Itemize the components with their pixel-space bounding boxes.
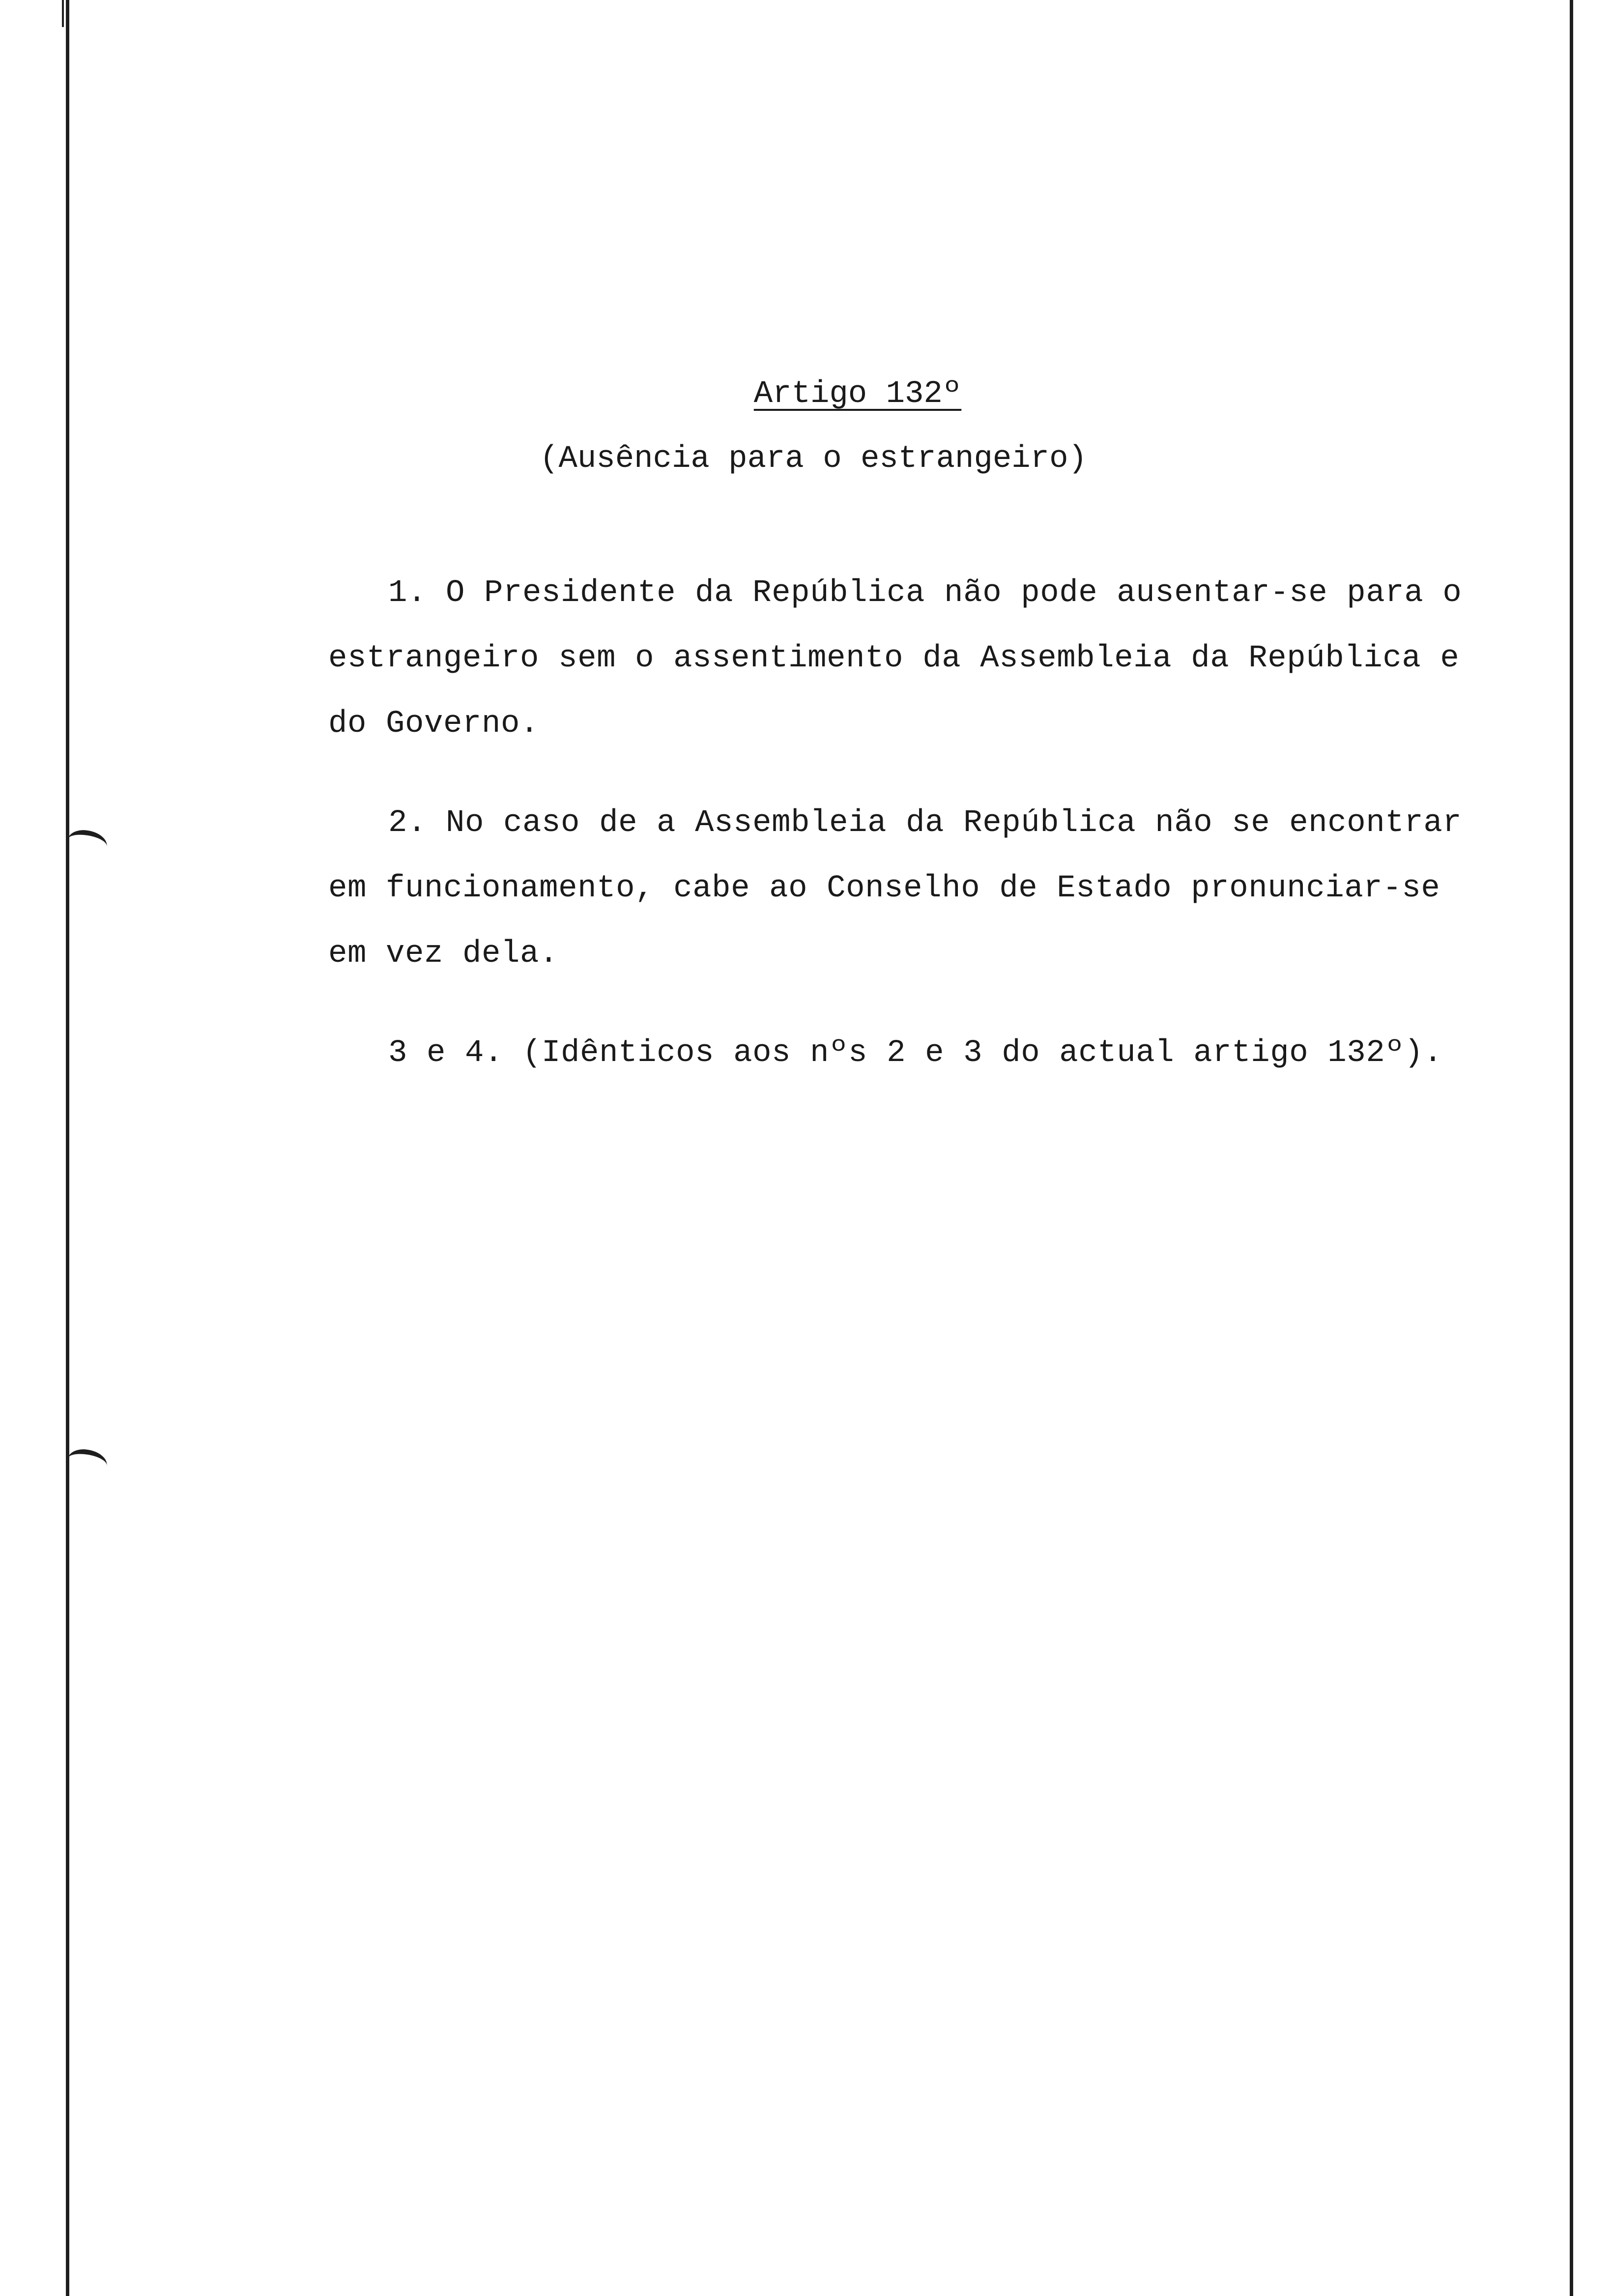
- paragraph-1-line-2: estrangeiro sem o assentimento da Assembleia da República e: [328, 641, 1460, 676]
- scan-edge-mark: [62, 0, 64, 27]
- article-subtitle: (Ausência para o estrangeiro): [540, 441, 1087, 477]
- binder-hole-mark: [66, 828, 109, 858]
- paragraph-2-line-2: em funcionamento, cabe ao Conselho de Estado pronunciar-se: [328, 871, 1440, 906]
- article-title: Artigo 132º: [753, 376, 962, 412]
- paragraph-1-line-1: 1. O Presidente da República não pode ausentar-se para o: [388, 575, 1462, 611]
- paragraph-2-line-3: em vez dela.: [328, 936, 559, 972]
- paragraph-3-line-1: 3 e 4. (Idênticos aos nºs 2 e 3 do actual artigo 132º).: [388, 1035, 1443, 1071]
- binder-hole-mark: [66, 1447, 109, 1477]
- left-page-border: [66, 0, 69, 2296]
- right-page-border: [1570, 0, 1573, 2296]
- paragraph-2-line-1: 2. No caso de a Assembleia da República não se encontrar: [388, 805, 1462, 841]
- paragraph-1-line-3: do Governo.: [328, 706, 540, 742]
